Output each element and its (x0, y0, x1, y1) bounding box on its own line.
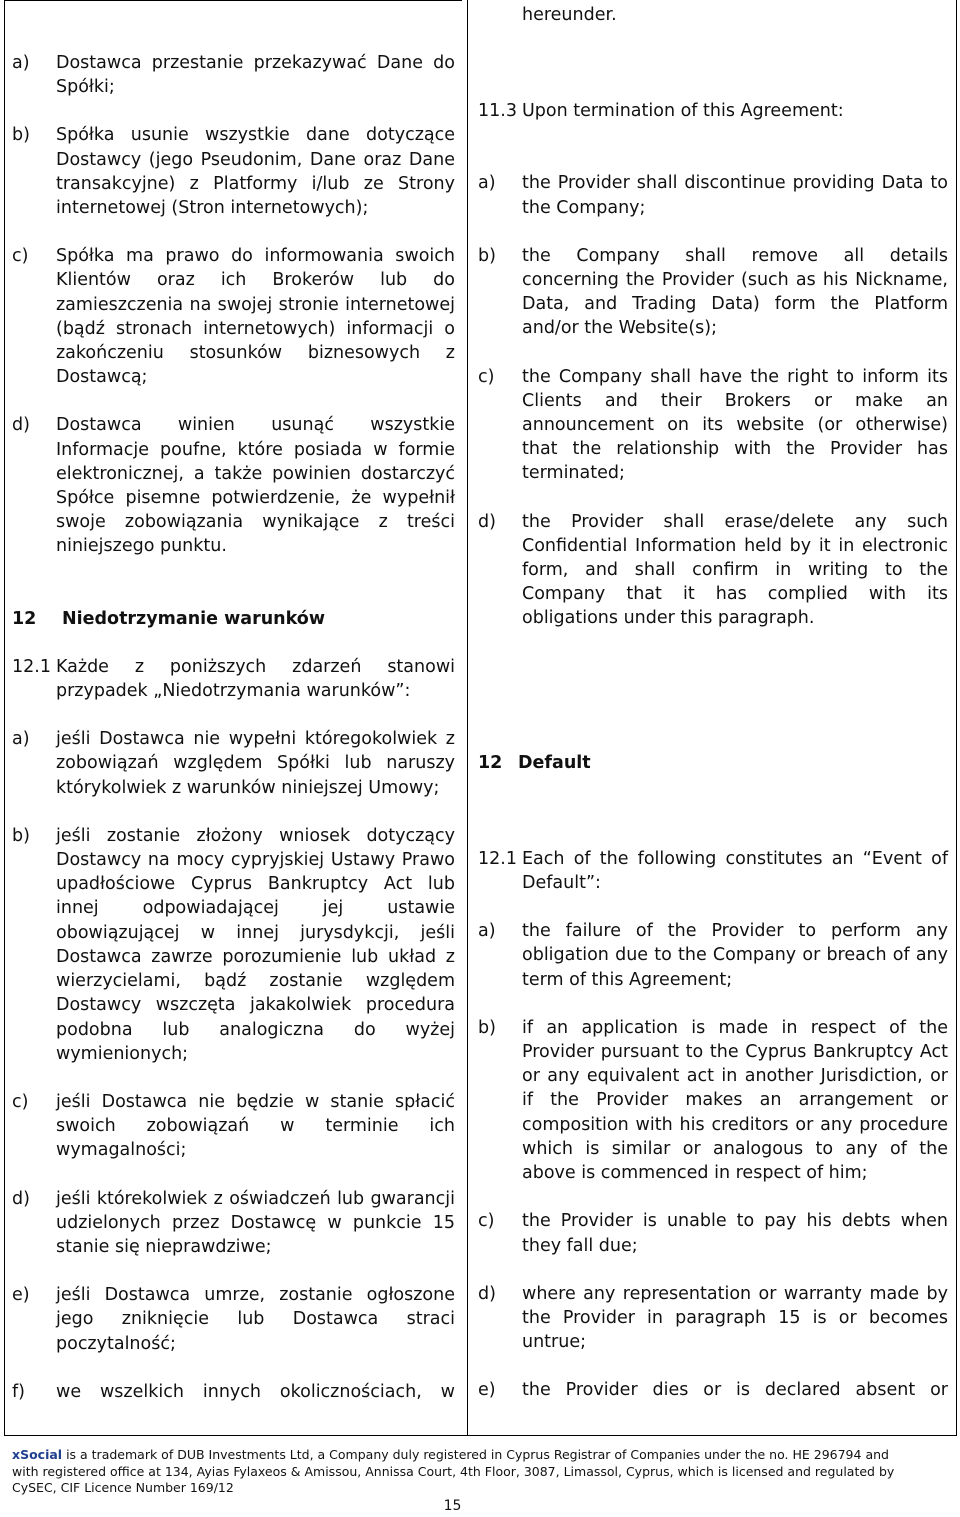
item-label: e) (478, 1380, 496, 1401)
table-column-divider (467, 0, 468, 1436)
table-border-bottom (4, 1435, 957, 1436)
list-item (478, 1378, 948, 1402)
list-item (478, 171, 948, 219)
item-label: d) (478, 511, 496, 532)
list-item (478, 510, 948, 631)
item-label: c) (478, 1211, 495, 1232)
item-label: c) (12, 1091, 29, 1112)
clause (478, 847, 948, 895)
item-label: e) (12, 1285, 30, 1306)
item-text: the Provider dies or is declared absent or (522, 1380, 948, 1401)
list-item (12, 244, 455, 389)
item-label: c) (12, 246, 29, 267)
polish-column (12, 51, 455, 1404)
clause-number: 12.1 (12, 656, 51, 677)
list-item (478, 1209, 948, 1257)
list-item (478, 244, 948, 341)
clause-text: Upon termination of this Agreement: (522, 101, 844, 122)
item-label: d) (12, 1188, 30, 1209)
english-column (478, 3, 948, 1403)
table-border-right (956, 0, 957, 1436)
item-text: if an application is made in respect of the Provider pursuant to the Cyprus Bankruptcy Act or any equivalent act in another Jurisdiction, or if the Provider makes an arrangement or composition with his creditors or any procedure which is similar or analogous to any of the above is commenced in respect of him; (522, 1017, 948, 1184)
item-text: the Provider shall discontinue providing Data to the Company; (522, 173, 948, 218)
section-number: 12 (12, 608, 37, 629)
item-text: the Company shall remove all details concerning the Provider (such as his Nickname, Data, and Trading Data) form the Platform and/or the Website(s); (522, 245, 948, 339)
item-label: b) (12, 125, 30, 146)
item-label: b) (478, 1017, 496, 1038)
list-item (478, 1282, 948, 1355)
section-title: Niedotrzymanie warunków (62, 608, 325, 629)
list-item (12, 413, 455, 558)
section-heading (12, 607, 455, 631)
table-border-left (4, 0, 5, 1436)
item-label: f) (12, 1381, 25, 1402)
section-heading (478, 751, 948, 775)
clause-number: 11.3 (478, 101, 517, 122)
page-footer (12, 1447, 912, 1497)
item-text: we wszelkich innych okolicznościach, w (56, 1381, 455, 1402)
item-label: d) (478, 1283, 496, 1304)
item-text: the failure of the Provider to perform any obligation due to the Company or breach of any term of this Agreement; (522, 921, 948, 990)
item-label: a) (478, 921, 496, 942)
item-text: jeśli którekolwiek z oświadczeń lub gwarancji udzielonych przez Dostawcę w punkcie 15 stanie się nieprawdziwe; (56, 1188, 455, 1257)
list-item (478, 1016, 948, 1185)
table-border-top (4, 0, 462, 1)
item-text: jeśli zostanie złożony wniosek dotyczący Dostawcy na mocy cypryjskiej Ustawy Prawo upadłościowe Cyprus Bankruptcy Act lub innej odpowiadającej jej ustawie obowiązującej w innej jurysdykcji, jeśli Dostawca zawrze porozumienie lub układ z wierzycielami, bądź zostanie względem Dostawcy wszczęta jakakolwiek procedura podobna lub analogiczna do wyżej wymienionych; (56, 825, 455, 1064)
item-text: the Provider is unable to pay his debts when they fall due; (522, 1211, 948, 1256)
item-text: where any representation or warranty made by the Provider in paragraph 15 is or becomes untrue; (522, 1283, 948, 1353)
item-text: hereunder. (522, 5, 617, 25)
item-text: Dostawca winien usunąć wszystkie Informacje poufne, które posiada w formie elektronicznej, a także powinien dostarczyć Spółce pisemne potwierdzenie, że wypełnił swoje zobowiązania wynikające z treści niniejszego punktu. (56, 415, 455, 557)
item-label: c) (478, 366, 495, 387)
list-item (12, 824, 455, 1066)
list-item (12, 1283, 455, 1356)
list-item (478, 919, 948, 992)
item-label: a) (12, 729, 30, 750)
list-item (12, 1187, 455, 1260)
item-text: Spółka ma prawo do informowania swoich Klientów oraz ich Brokerów lub do zamieszczenia na swojej stronie internetowej (bądź stronach internetowych) informacji o zakończeniu stosunków biznesowych z Dostawcą; (56, 246, 455, 388)
list-item (478, 365, 948, 486)
clause-number: 12.1 (478, 848, 517, 869)
clause-text: Każde z poniższych zdarzeń stanowi przypadek „Niedotrzymania warunków”: (56, 656, 455, 702)
continued-text (478, 3, 948, 27)
clause (12, 655, 455, 703)
item-label: b) (478, 245, 496, 266)
section-title: Default (518, 752, 591, 773)
section-number: 12 (478, 752, 503, 773)
clause (478, 99, 948, 123)
footer-text: is a trademark of DUB Investments Ltd, a Company duly registered in Cyprus Registrar of Companies under the no. HE 296794 and with registered office at 134, Ayias Fylaxeos & Amissou, Annissa Court, 4th Floor, 3087, Limassol, Cyprus, which is licensed and regulated by CySEC, CIF Licence Number 169/12 (12, 1447, 895, 1495)
list-item (12, 51, 455, 99)
page-number: 15 (443, 1498, 462, 1514)
item-text: Spółka usunie wszystkie dane dotyczące Dostawcy (jego Pseudonim, Dane oraz Dane transakcyjne) z Platformy i/lub ze Strony internetowej (Stron internetowych); (56, 125, 455, 219)
list-item (12, 1090, 455, 1163)
item-label: b) (12, 825, 30, 846)
item-text: the Company shall have the right to inform its Clients and their Brokers or make an announcement on its website (or otherwise) that the relationship with the Provider has terminated; (522, 366, 948, 484)
item-text: jeśli Dostawca umrze, zostanie ogłoszone jego zniknięcie lub Dostawca straci poczytalność; (56, 1285, 455, 1354)
item-label: d) (12, 415, 30, 436)
item-text: the Provider shall erase/delete any such Confidential Information held by it in electronic form, and shall confirm in writing to the Company that it has complied with its obligations under this paragraph. (522, 511, 948, 629)
list-item (12, 123, 455, 220)
list-item (12, 1380, 455, 1404)
item-text: jeśli Dostawca nie wypełni któregokolwiek z zobowiązań względem Spółki lub naruszy którykolwiek z warunków niniejszej Umowy; (56, 729, 455, 798)
brand-name: xSocial (12, 1447, 63, 1462)
list-item (12, 727, 455, 800)
item-label: a) (478, 173, 496, 194)
item-text: Dostawca przestanie przekazywać Dane do Spółki; (56, 53, 455, 98)
item-text: jeśli Dostawca nie będzie w stanie spłacić swoich zobowiązań w terminie ich wymagalności; (56, 1091, 455, 1161)
item-label: a) (12, 53, 30, 73)
clause-text: Each of the following constitutes an “Event of Default”: (522, 848, 948, 894)
